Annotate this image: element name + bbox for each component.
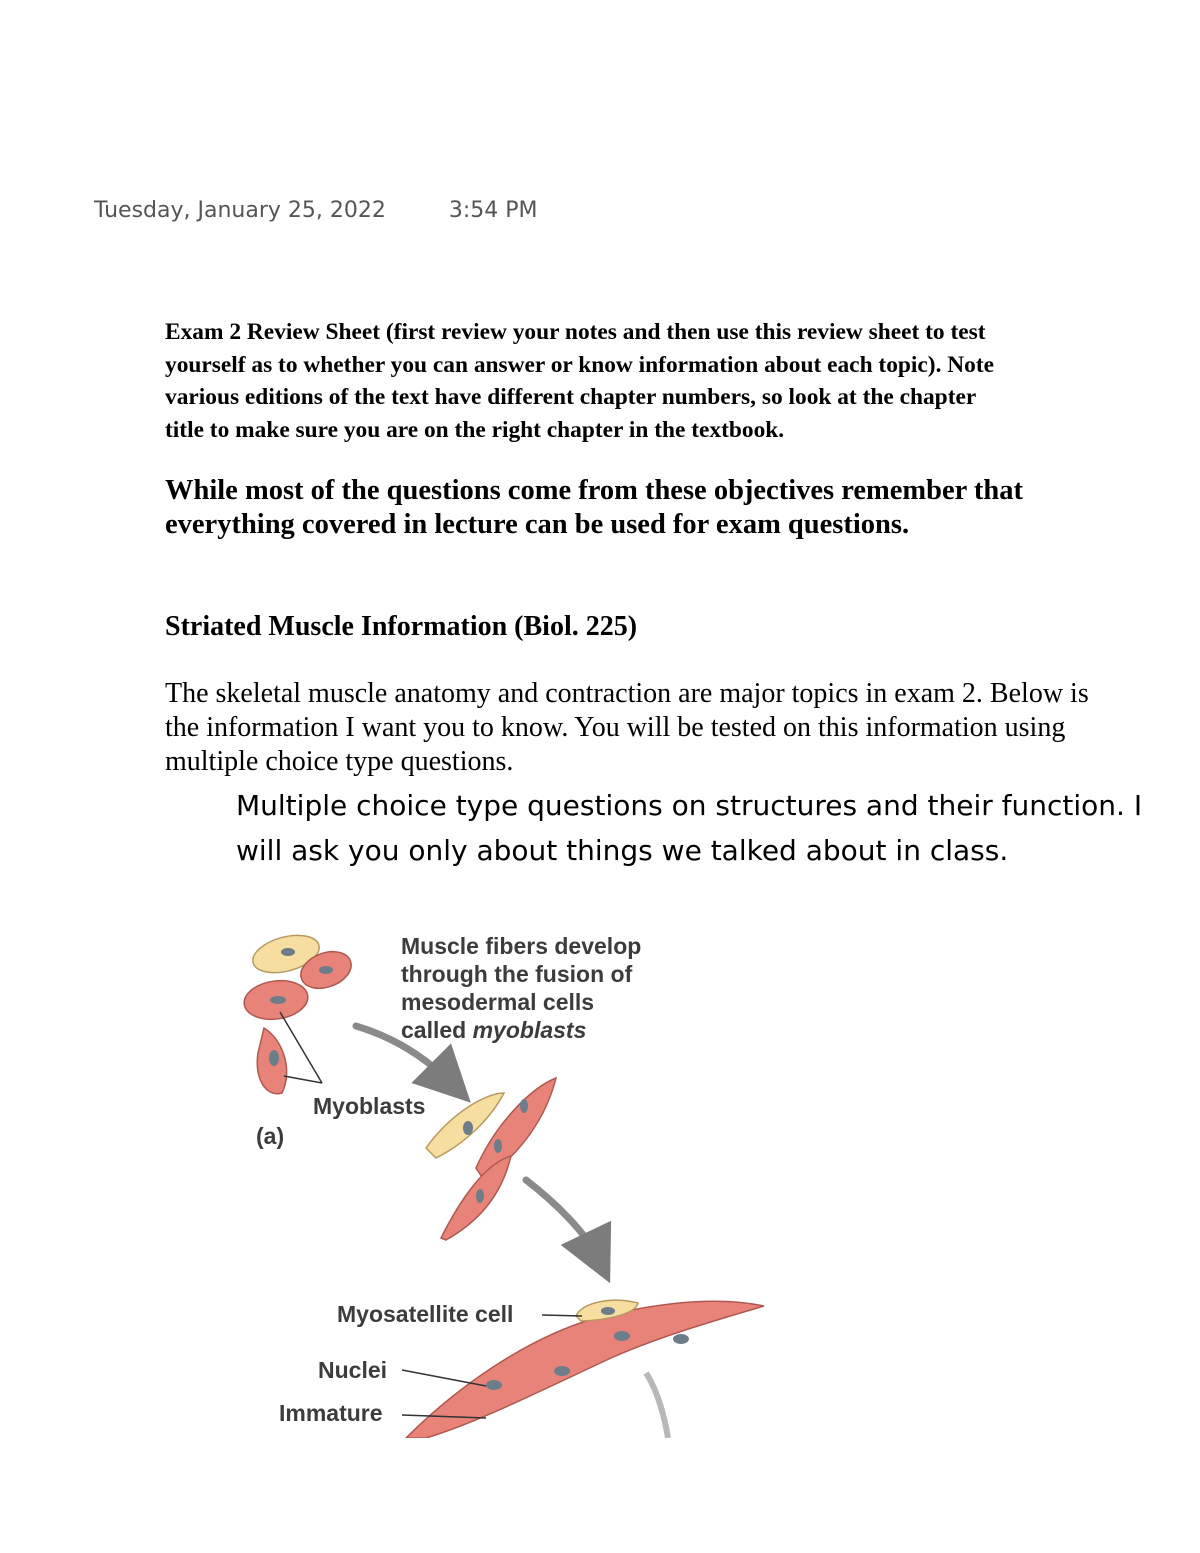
reminder-line: While most of the questions come from these objectives remember that (165, 475, 1023, 506)
note-date: Tuesday, January 25, 2022 (94, 198, 386, 223)
figure-caption (401, 932, 641, 1044)
muscle-development-figure (236, 918, 766, 1438)
note-line: Multiple choice type questions on structures and their function. I (236, 789, 1143, 822)
review-intro (165, 316, 1195, 446)
caption-italic: myoblasts (472, 1017, 587, 1043)
note-time: 3:54 PM (448, 198, 538, 223)
reminder-line: everything covered in lecture can be used for exam questions. (165, 509, 910, 540)
label-myosatellite-cell: Myosatellite cell (337, 1301, 514, 1327)
myoblast-cluster (242, 929, 357, 1094)
exam-reminder (165, 474, 1195, 542)
section-heading: Striated Muscle Information (Biol. 225) (165, 611, 638, 642)
paragraph-line: the information I want you to know. You will be tested on this information using (165, 712, 1066, 743)
label-nuclei: Nuclei (318, 1357, 388, 1383)
note-timestamp (94, 198, 538, 223)
intro-line: title to make sure you are on the right chapter in the textbook. (165, 416, 785, 443)
label-panel: (a) (256, 1123, 285, 1149)
note-line: will ask you only about things we talked about in class. (236, 834, 1009, 867)
label-immature: Immature (279, 1400, 383, 1426)
handwritten-style-note (236, 783, 1200, 873)
caption-line: through the fusion of (401, 961, 633, 987)
arrow-icon (526, 1180, 598, 1258)
caption-line: called myoblasts (401, 1017, 587, 1043)
fusing-myoblasts (426, 1078, 556, 1240)
label-myoblasts: Myoblasts (313, 1093, 426, 1119)
caption-line: Muscle fibers develop (401, 933, 642, 959)
intro-line: Exam 2 Review Sheet (first review your notes and then use this review sheet to test (165, 319, 986, 345)
paragraph-line: multiple choice type questions. (165, 746, 514, 777)
intro-line: various editions of the text have different chapter numbers, so look at the chapter (165, 384, 977, 410)
caption-line: mesodermal cells (401, 989, 595, 1015)
section-paragraph (165, 677, 1199, 779)
paragraph-line: The skeletal muscle anatomy and contraction are major topics in exam 2. Below is (165, 678, 1089, 709)
intro-line: yourself as to whether you can answer or know information about each topic). Note (165, 351, 995, 378)
arrow-icon (646, 1373, 668, 1438)
